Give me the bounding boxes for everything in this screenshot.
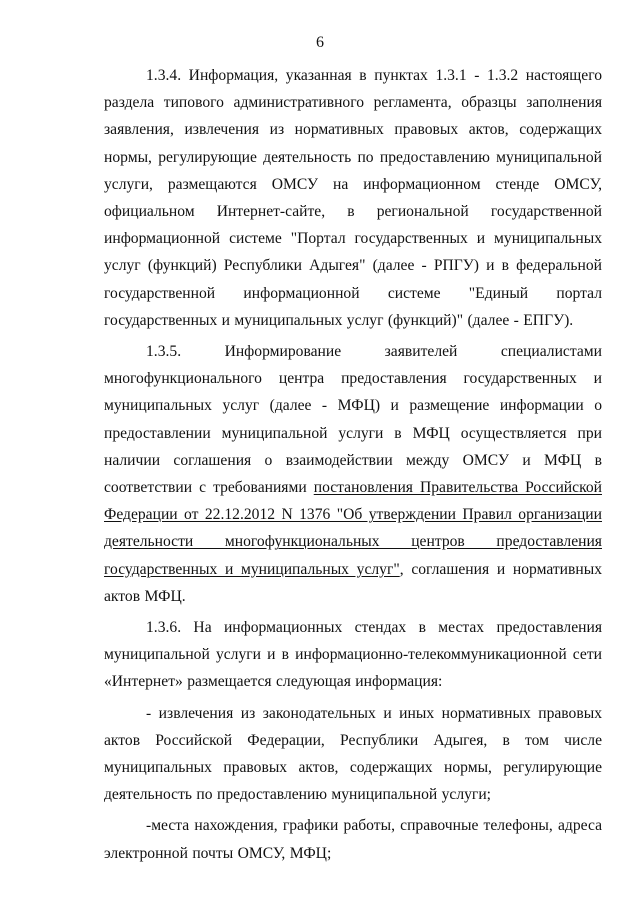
page-number: 6	[316, 34, 324, 51]
government-decree-link[interactable]: постановления Правительства Российской Федерации от 22.12.2012 N 1376 "Об утверждении Правил организации деятельности многофункциональных центров предоставления государственных и муниципальных услуг"	[104, 479, 602, 578]
list-item-legal-acts: - извлечения из законодательных и иных нормативных правовых актов Российской Федерации, Республики Адыгея, в том числе муниципальных правовых актов, содержащих нормы, регулирующие деятельность по предоставлению муниципальной услуги;	[104, 704, 602, 804]
paragraph-1-3-4: 1.3.4. Информация, указанная в пунктах 1.3.1 - 1.3.2 настоящего раздела типового административного регламента, образцы заполнения заявления, извлечения из нормативных правовых актов, содержащих нормы, регулирующие деятельность по предоставлению муниципальной услуги, размещаются ОМСУ на информационном стенде ОМСУ, официальном Интернет-сайте, в региональной государственной информационной системе "Портал государственных и муниципальных услуг (функций) Республики Адыгея" (далее - РПГУ) и в федеральной государственной информационной системе "Единый портал государственных и муниципальных услуг (функций)" (далее - ЕПГУ).	[104, 67, 602, 329]
paragraph-1-3-5-text-end: , соглашения и нормативных актов МФЦ.	[104, 560, 602, 605]
paragraph-1-3-6: 1.3.6. На информационных стендах в местах предоставления муниципальной услуги и в информационно-телекоммуникационной сети «Интернет» размещается следующая информация:	[104, 619, 602, 691]
paragraph-1-3-5	[104, 338, 602, 610]
document-body	[104, 62, 602, 867]
paragraph-1-3-5-text-start: 1.3.5. Информирование заявителей специалистами многофункционального центра предоставления государственных и муниципальных услуг (далее - МФЦ) и размещение информации о предоставлении муниципальной услуги в МФЦ осуществляется при наличии соглашения о взаимодействии между ОМСУ и МФЦ в соответствии с требованиями	[104, 343, 602, 497]
list-item-locations-contacts: -места нахождения, графики работы, справочные телефоны, адреса электронной почты ОМСУ, МФЦ;	[104, 817, 602, 862]
